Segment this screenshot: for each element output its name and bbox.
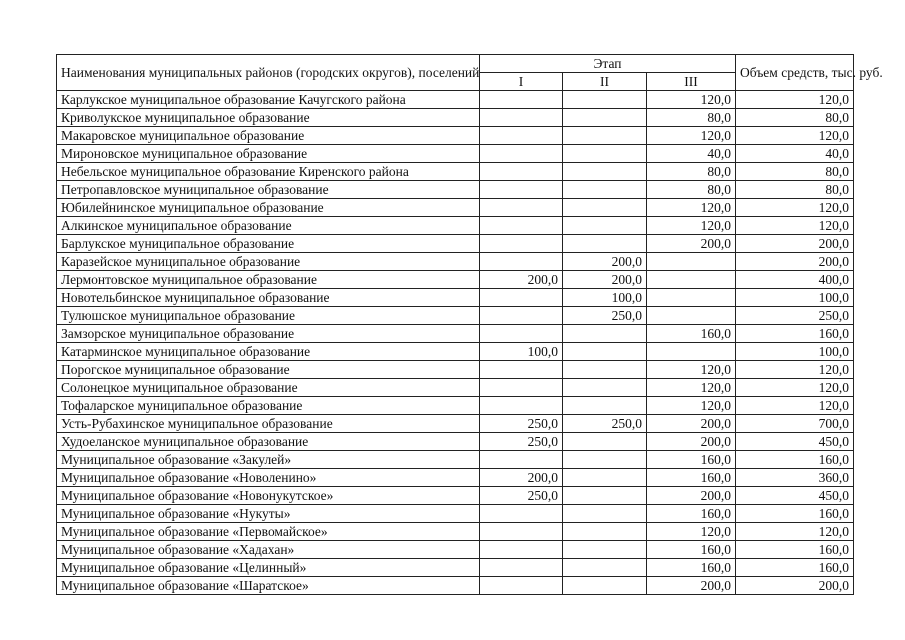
row-name: Муниципальное образование «Нукуты»	[57, 505, 480, 523]
row-stage-2	[563, 379, 647, 397]
row-total: 160,0	[736, 451, 854, 469]
row-stage-3: 120,0	[647, 217, 736, 235]
row-total: 450,0	[736, 487, 854, 505]
row-stage-3: 200,0	[647, 433, 736, 451]
row-stage-1	[480, 91, 563, 109]
funding-table	[56, 54, 883, 595]
row-total: 100,0	[736, 343, 854, 361]
row-stage-1	[480, 199, 563, 217]
row-name: Муниципальное образование «Закулей»	[57, 451, 480, 469]
row-name: Макаровское муниципальное образование	[57, 127, 480, 145]
row-stage-2	[563, 235, 647, 253]
table-row	[57, 91, 854, 109]
row-stage-1	[480, 523, 563, 541]
row-total: 400,0	[736, 271, 854, 289]
row-name: Юбилейнинское муниципальное образование	[57, 199, 480, 217]
row-name: Катарминское муниципальное образование	[57, 343, 480, 361]
row-name: Муниципальное образование «Хадахан»	[57, 541, 480, 559]
row-stage-2	[563, 343, 647, 361]
row-stage-1	[480, 325, 563, 343]
row-name: Петропавловское муниципальное образование	[57, 181, 480, 199]
row-stage-2	[563, 145, 647, 163]
table-row	[57, 109, 854, 127]
table-row	[57, 541, 854, 559]
row-name: Алкинское муниципальное образование	[57, 217, 480, 235]
row-stage-3	[647, 307, 736, 325]
row-name: Тофаларское муниципальное образование	[57, 397, 480, 415]
row-stage-2	[563, 109, 647, 127]
row-total: 120,0	[736, 127, 854, 145]
row-name: Худоеланское муниципальное образование	[57, 433, 480, 451]
header-stage-3: III	[647, 73, 736, 91]
row-stage-2	[563, 469, 647, 487]
table-row	[57, 523, 854, 541]
row-stage-1	[480, 559, 563, 577]
row-stage-2	[563, 541, 647, 559]
row-stage-2: 250,0	[563, 307, 647, 325]
table-row	[57, 415, 854, 433]
row-stage-3	[647, 289, 736, 307]
row-stage-3: 80,0	[647, 181, 736, 199]
row-stage-1	[480, 289, 563, 307]
row-stage-2: 250,0	[563, 415, 647, 433]
row-name: Мироновское муниципальное образование	[57, 145, 480, 163]
row-name: Усть-Рубахинское муниципальное образование	[57, 415, 480, 433]
row-total: 700,0	[736, 415, 854, 433]
row-stage-1	[480, 541, 563, 559]
row-total: 120,0	[736, 523, 854, 541]
header-stage: Этап	[480, 55, 736, 73]
row-stage-3: 160,0	[647, 469, 736, 487]
row-stage-2	[563, 559, 647, 577]
row-stage-2: 200,0	[563, 271, 647, 289]
row-name: Тулюшское муниципальное образование	[57, 307, 480, 325]
header-total-column: Объем средств, тыс. руб.	[736, 55, 854, 91]
row-stage-3: 120,0	[647, 379, 736, 397]
row-name: Барлукское муниципальное образование	[57, 235, 480, 253]
row-stage-2	[563, 199, 647, 217]
row-stage-1	[480, 361, 563, 379]
table-row	[57, 505, 854, 523]
row-stage-1	[480, 109, 563, 127]
row-name: Новотельбинское муниципальное образование	[57, 289, 480, 307]
table-row	[57, 271, 854, 289]
table-row	[57, 559, 854, 577]
table-row	[57, 451, 854, 469]
row-name: Муниципальное образование «Целинный»	[57, 559, 480, 577]
row-stage-3	[647, 253, 736, 271]
row-total: 120,0	[736, 217, 854, 235]
row-stage-3: 120,0	[647, 361, 736, 379]
row-stage-3: 200,0	[647, 235, 736, 253]
row-stage-3: 200,0	[647, 415, 736, 433]
table-row	[57, 127, 854, 145]
row-name: Муниципальное образование «Новонукутское»	[57, 487, 480, 505]
row-stage-1	[480, 505, 563, 523]
table-body	[57, 91, 854, 595]
row-name: Замзорское муниципальное образование	[57, 325, 480, 343]
table-row	[57, 217, 854, 235]
row-name: Муниципальное образование «Новоленино»	[57, 469, 480, 487]
row-stage-2	[563, 505, 647, 523]
table-row	[57, 379, 854, 397]
row-stage-1	[480, 577, 563, 595]
row-stage-3: 160,0	[647, 541, 736, 559]
row-name: Солонецкое муниципальное образование	[57, 379, 480, 397]
row-stage-2	[563, 577, 647, 595]
row-stage-1	[480, 145, 563, 163]
header-stage-1: I	[480, 73, 563, 91]
row-stage-1: 200,0	[480, 271, 563, 289]
row-total: 100,0	[736, 289, 854, 307]
table-row	[57, 487, 854, 505]
row-total: 160,0	[736, 325, 854, 343]
row-stage-3: 120,0	[647, 199, 736, 217]
header-stage-2: II	[563, 73, 647, 91]
row-stage-2	[563, 487, 647, 505]
row-stage-1	[480, 253, 563, 271]
row-stage-1: 250,0	[480, 415, 563, 433]
row-stage-2	[563, 181, 647, 199]
row-total: 120,0	[736, 379, 854, 397]
row-stage-1	[480, 181, 563, 199]
row-stage-2	[563, 397, 647, 415]
table-row	[57, 325, 854, 343]
row-stage-2	[563, 127, 647, 145]
row-stage-3: 160,0	[647, 325, 736, 343]
row-stage-2: 200,0	[563, 253, 647, 271]
row-stage-3: 120,0	[647, 91, 736, 109]
row-total: 40,0	[736, 145, 854, 163]
table-row	[57, 343, 854, 361]
row-stage-1	[480, 379, 563, 397]
table-row	[57, 253, 854, 271]
row-name: Порогское муниципальное образование	[57, 361, 480, 379]
row-stage-3	[647, 343, 736, 361]
row-stage-2	[563, 523, 647, 541]
row-stage-2	[563, 361, 647, 379]
row-stage-2: 100,0	[563, 289, 647, 307]
table-row	[57, 163, 854, 181]
table-row	[57, 289, 854, 307]
row-name: Лермонтовское муниципальное образование	[57, 271, 480, 289]
row-stage-2	[563, 451, 647, 469]
row-stage-3: 200,0	[647, 577, 736, 595]
row-stage-1	[480, 397, 563, 415]
row-stage-3: 120,0	[647, 397, 736, 415]
table-row	[57, 181, 854, 199]
table-row	[57, 577, 854, 595]
row-stage-3: 80,0	[647, 163, 736, 181]
table-row	[57, 307, 854, 325]
row-stage-3: 200,0	[647, 487, 736, 505]
row-stage-3: 120,0	[647, 127, 736, 145]
table-row	[57, 235, 854, 253]
row-stage-3: 80,0	[647, 109, 736, 127]
row-name: Муниципальное образование «Первомайское»	[57, 523, 480, 541]
row-total: 80,0	[736, 163, 854, 181]
row-stage-1	[480, 127, 563, 145]
row-name: Небельское муниципальное образование Киренского района	[57, 163, 480, 181]
row-total: 120,0	[736, 199, 854, 217]
row-stage-1: 250,0	[480, 487, 563, 505]
row-stage-1: 200,0	[480, 469, 563, 487]
row-stage-2	[563, 433, 647, 451]
table-row	[57, 145, 854, 163]
row-total: 250,0	[736, 307, 854, 325]
row-stage-3: 160,0	[647, 505, 736, 523]
row-stage-3: 40,0	[647, 145, 736, 163]
row-stage-1	[480, 307, 563, 325]
table-row	[57, 397, 854, 415]
row-name: Карлукское муниципальное образование Качугского района	[57, 91, 480, 109]
row-stage-2	[563, 163, 647, 181]
row-total: 200,0	[736, 253, 854, 271]
row-total: 120,0	[736, 397, 854, 415]
row-total: 160,0	[736, 541, 854, 559]
row-name: Криволукское муниципальное образование	[57, 109, 480, 127]
row-stage-1	[480, 451, 563, 469]
row-stage-2	[563, 91, 647, 109]
row-stage-3: 160,0	[647, 451, 736, 469]
row-stage-3: 160,0	[647, 559, 736, 577]
header-name-column: Наименования муниципальных районов (городских округов), поселений	[57, 55, 480, 91]
table-row	[57, 361, 854, 379]
row-total: 200,0	[736, 235, 854, 253]
row-total: 120,0	[736, 91, 854, 109]
table-row	[57, 199, 854, 217]
row-total: 80,0	[736, 109, 854, 127]
row-stage-3: 120,0	[647, 523, 736, 541]
row-stage-1	[480, 217, 563, 235]
row-name: Муниципальное образование «Шаратское»	[57, 577, 480, 595]
table-row	[57, 433, 854, 451]
row-name: Каразейское муниципальное образование	[57, 253, 480, 271]
row-stage-2	[563, 325, 647, 343]
row-total: 360,0	[736, 469, 854, 487]
row-total: 80,0	[736, 181, 854, 199]
row-stage-1: 100,0	[480, 343, 563, 361]
row-total: 120,0	[736, 361, 854, 379]
row-stage-3	[647, 271, 736, 289]
row-total: 200,0	[736, 577, 854, 595]
row-stage-1	[480, 163, 563, 181]
row-total: 160,0	[736, 505, 854, 523]
row-stage-1	[480, 235, 563, 253]
row-stage-2	[563, 217, 647, 235]
row-total: 160,0	[736, 559, 854, 577]
row-total: 450,0	[736, 433, 854, 451]
table-row	[57, 469, 854, 487]
row-stage-1: 250,0	[480, 433, 563, 451]
